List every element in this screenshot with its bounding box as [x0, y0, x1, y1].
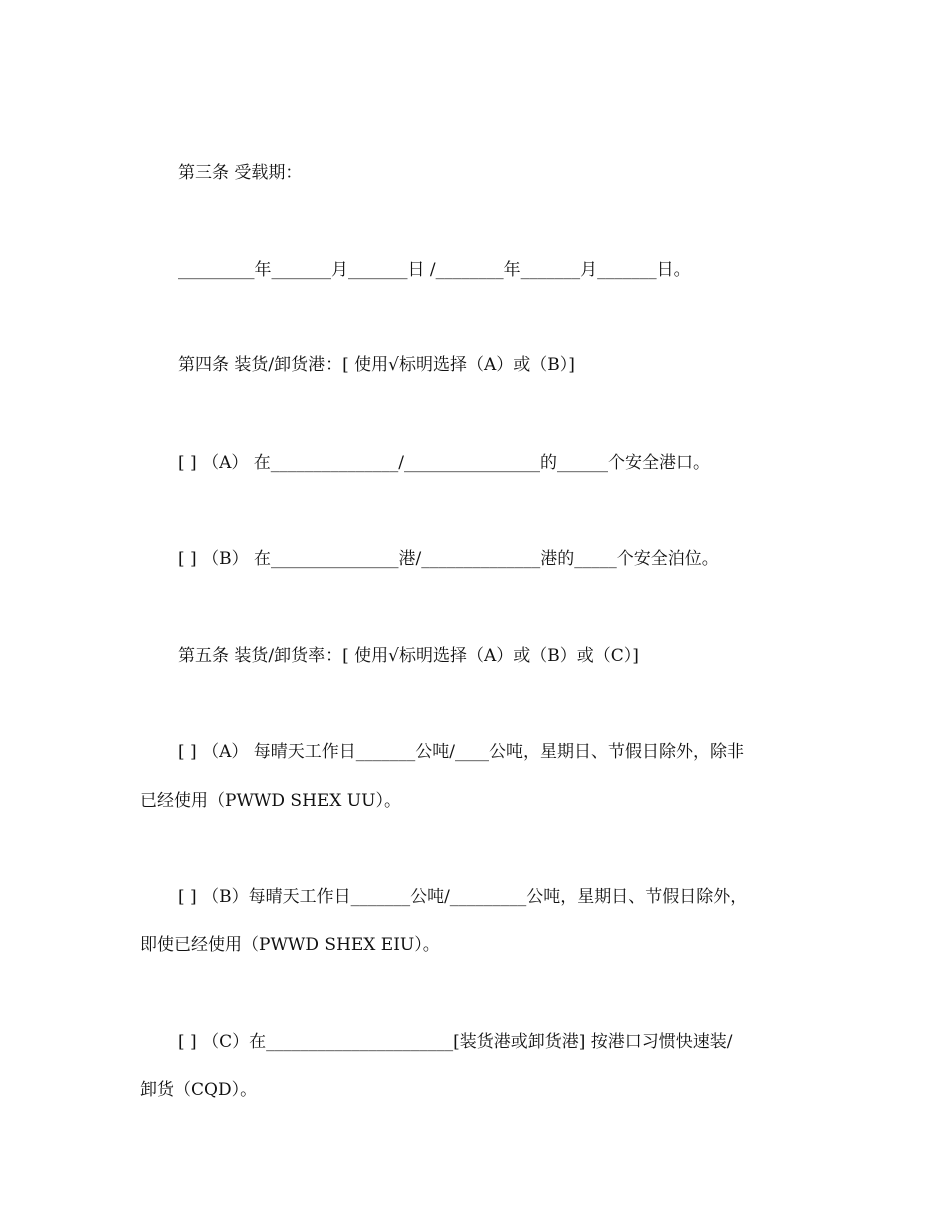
article-5-option-c-line1: [ ] （C）在______________________[装货港或卸货港] 按港口习惯快速装/	[178, 1032, 733, 1052]
article-5-option-b-line1: [ ] （B）每晴天工作日_______公吨/_________公吨，星期日、节假日除外，	[178, 887, 748, 907]
article-4-option-a: [ ] （A） 在_______________/________________的______个安全港口。	[178, 453, 710, 473]
article-5-heading: 第五条 装货/卸货率：[ 使用√标明选择（A）或（B）或（C）]	[178, 646, 639, 666]
article-5-option-a-line1: [ ] （A） 每晴天工作日_______公吨/____公吨，星期日、节假日除外，除非	[178, 742, 744, 762]
article-5-option-c-line2: 卸货（CQD）。	[140, 1080, 258, 1100]
article-5-option-b-line2: 即使已经使用（PWWD SHEX EIU）。	[140, 935, 440, 955]
article-5-option-a-line2: 已经使用（PWWD SHEX UU）。	[140, 791, 401, 811]
article-3-heading: 第三条 受载期：	[178, 163, 303, 183]
article-4-heading: 第四条 装货/卸货港：[ 使用√标明选择（A）或（B）]	[178, 355, 575, 375]
laytime-date-range: _________年_______月_______日 /________年_______月_______日。	[178, 260, 691, 280]
article-4-option-b: [ ] （B） 在_______________港/______________港的_____个安全泊位。	[178, 549, 719, 569]
